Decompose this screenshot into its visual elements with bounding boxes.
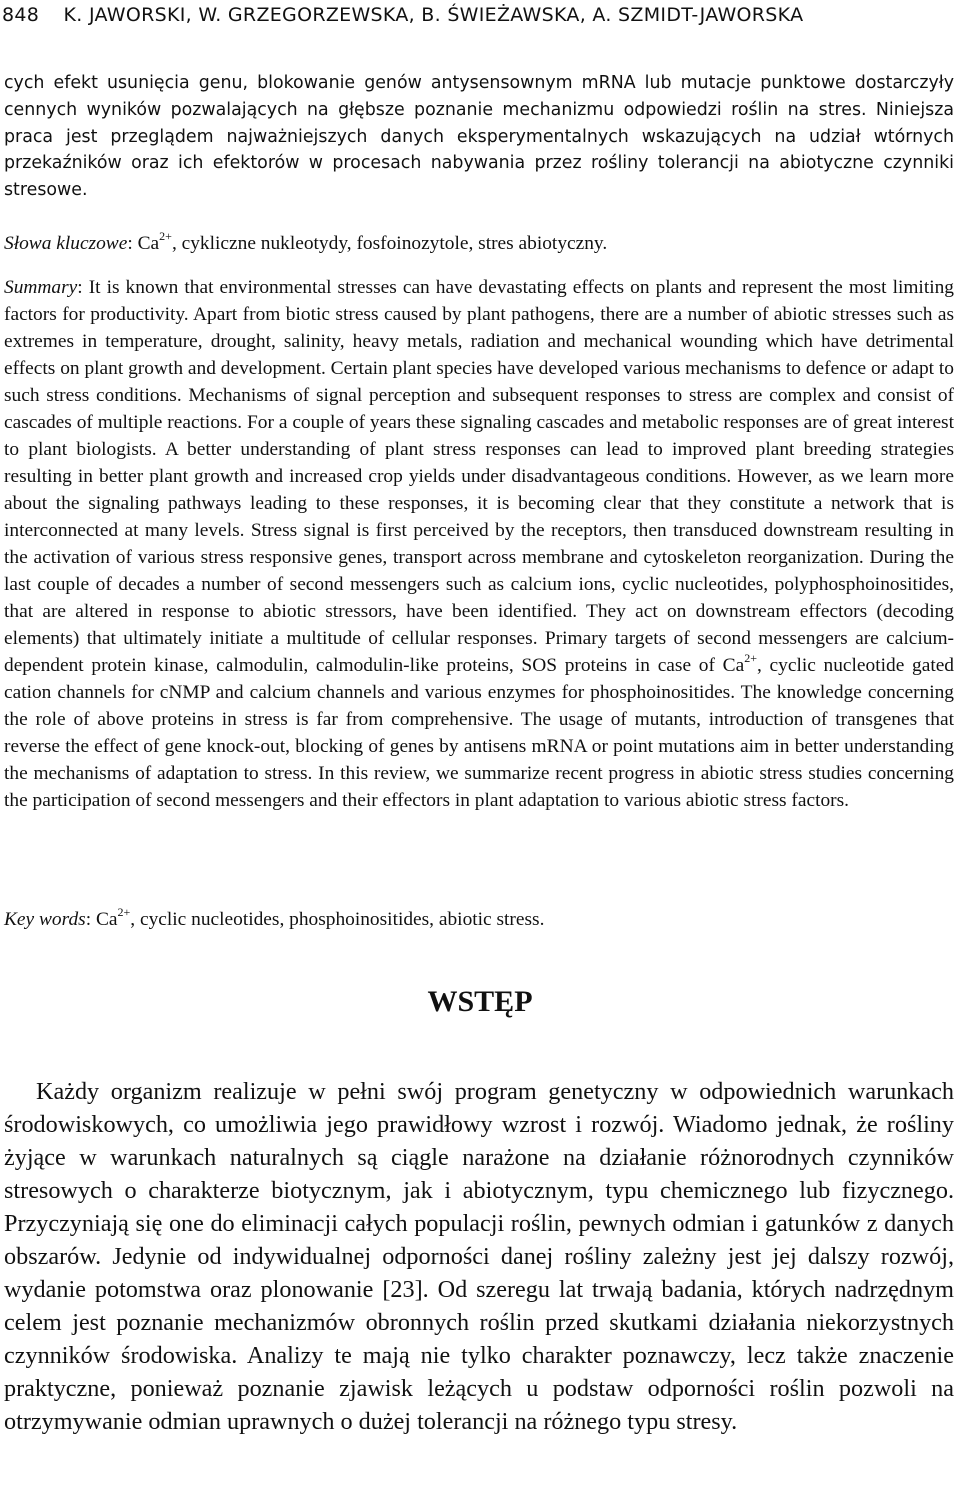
english-keywords-ion: Ca	[95, 909, 118, 930]
summary-ion: Ca	[722, 655, 745, 676]
page-number: 848	[2, 4, 40, 26]
polish-keywords-label: Słowa kluczowe	[4, 233, 128, 254]
english-keywords-label: Key words	[4, 909, 86, 930]
english-keywords-sep: :	[85, 909, 96, 930]
summary-sep: :	[77, 277, 89, 298]
summary-label: Summary	[4, 277, 78, 298]
polish-keywords-text: , cykliczne nukleotydy, fosfoinozytole, stres abiotyczny.	[171, 233, 608, 254]
introduction-paragraph: Każdy organizm realizuje w pełni swój program genetyczny w odpowiednich warunkach środowiskowych, co umożliwia jego prawidłowy wzrost i rozwój. Wiadomo jednak, że rośliny żyjące w warunkach naturalnych są ciągle narażone na działanie różnorodnych czynników stresowych o charakterze biotycznym, jak i abiotycznym, typu chemicznego lub fizycznego. Przyczyniają się one do eliminacji całych populacji roślin, pewnych odmian i gatunków z danych obszarów. Jedynie od indywidualnej odporności danej rośliny zależny jest jej dalszy rozwój, wydanie potomstwa oraz plonowanie [23]. Od szeregu lat trwają badania, których nadrzędnym celem jest poznanie mechanizmów obronnych roślin przed skutkami działania niekorzystnych czynników środowiska. Analizy te mają nie tylko charakter poznawczy, lecz także znaczenie praktyczne, ponieważ poznanie zjawisk leżących u podstaw odporności roślin pozwoli na otrzymywanie odmian uprawnych o dużej tolerancji na różnego typu stresy.	[4, 1078, 954, 1435]
running-header-authors: K. JAWORSKI, W. GRZEGORZEWSKA, B. ŚWIEŻAWSKA, A. SZMIDT-JAWORSKA	[63, 4, 804, 26]
english-keywords-ion-charge: 2+	[117, 904, 131, 919]
polish-keywords-ion: Ca	[137, 233, 160, 254]
polish-abstract: cych efekt usunięcia genu, blokowanie genów antysensownym mRNA lub mutacje punktowe dostarczyły cennych wyników pozwalających na głębsze poznanie mechanizmu odpowiedzi roślin na stres. Niniejsza praca jest przeglądem najważniejszych danych eksperymentalnych wskazujących na udział wtórnych przekaźników oraz ich efektorów w procesach nabywania przez rośliny tolerancji na abiotyczne czynniki stresowe.	[4, 73, 954, 201]
english-keywords-text: , cyclic nucleotides, phosphoinositides, abiotic stress.	[130, 909, 545, 930]
summary-text-part-1: It is known that environmental stresses can have devastating effects on plants and represent the most limiting factors for productivity. Apart from biotic stress caused by plant pathogens, there are a number of abiotic stresses such as extremes in temperature, drought, salinity, heavy metals, radiation and mechanical wounding which have detrimental effects on plant growth and development. Certain plant species have developed various mechanisms to defence or adapt to such stress conditions. Mechanisms of signal perception and subsequent responses to stress are complex and consist of cascades of multiple reactions. For a couple of years these signaling cascades and metabolic responses are of great interest to plant biologists. A better understanding of plant stress responses can lead to improved plant breeding strategies resulting in better plant growth and increased crop yields under disadvantageous conditions. However, as we learn more about the signaling pathways leading to these responses, it is becoming clear that they constitute a network that is interconnected at many levels. Stress signal is first perceived by the receptors, then transduced downstream resulting in the activation of various stress responsive genes, transport across membrane and cytoskeleton reorganization. During the last couple of decades a number of second messengers such as calcium ions, cyclic nucleotides, polyphosphoinositides, that are altered in response to abiotic stressors, have been identified. They act on downstream effectors (decoding elements) that ultimately initiate a multitude of cellular responses. Primary targets of second messengers are calcium-dependent protein kinase, calmodulin, calmodulin-like proteins, SOS proteins in case of	[4, 277, 954, 676]
summary-text-part-2: , cyclic nucleotide gated cation channels for cNMP and calcium channels and various enzymes for phosphoinositides. The knowledge concerning the role of above proteins in stress is far from comprehensive. The usage of mutants, introduction of transgenes that reverse the effect of gene knock-out, blocking of genes by antisens mRNA or point mutations aim in better understanding the mechanisms of adaptation to stress. In this review, we summarize recent progress in abiotic stress studies concerning the participation of second messengers and their effectors in plant adaptation to various abiotic stress factors.	[4, 655, 955, 811]
polish-keywords-sep: :	[127, 233, 138, 254]
section-heading: WSTĘP	[427, 985, 533, 1018]
summary-ion-charge: 2+	[744, 650, 757, 665]
polish-keywords	[4, 230, 954, 257]
polish-keywords-ion-charge: 2+	[159, 228, 172, 243]
english-summary	[4, 274, 954, 814]
english-keywords	[4, 906, 954, 933]
running-header	[2, 4, 952, 30]
